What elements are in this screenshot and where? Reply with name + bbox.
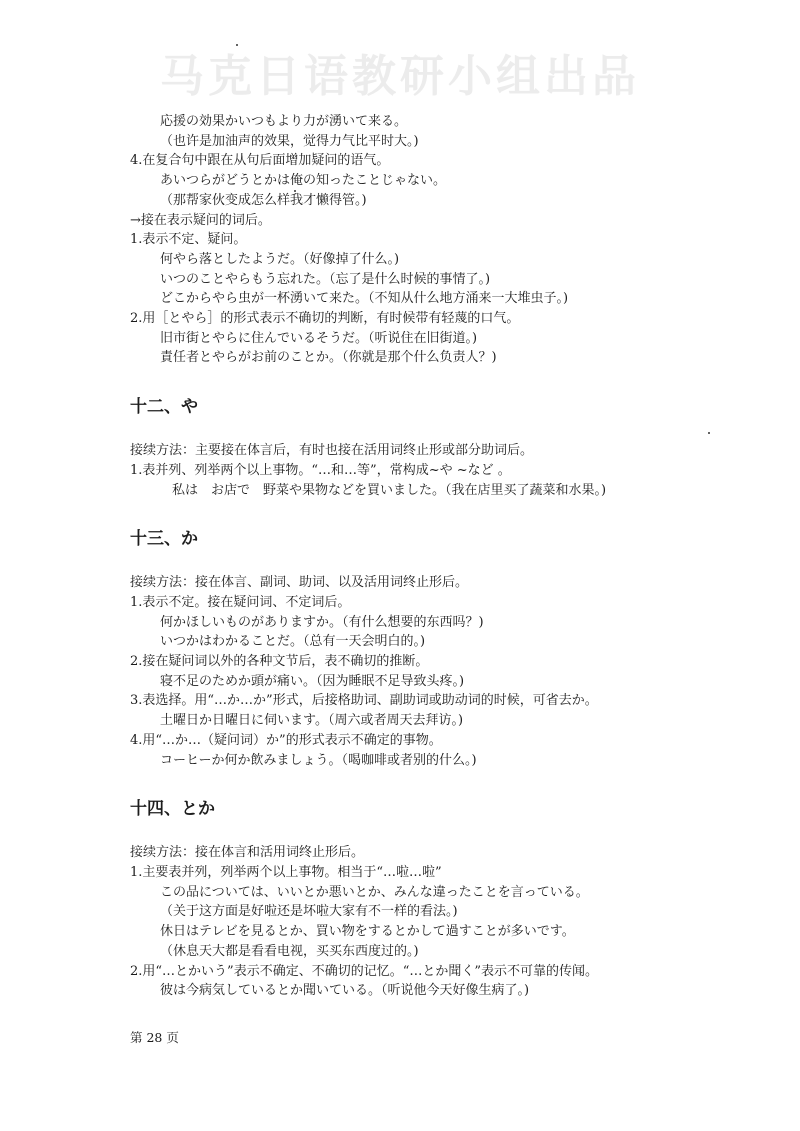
text-line: 1.主要表并列，列举两个以上事物。相当于“…啦…啦”	[130, 864, 442, 880]
text-line: コーヒーか何か飲みましょう。（喝咖啡或者别的什么。)	[160, 752, 477, 768]
text-line: 応援の効果かいつもより力が湧いて来る。	[160, 114, 408, 129]
text-line: 接续方法：主要接在体言后，有时也接在活用词终止形或部分助词后。	[130, 443, 534, 459]
text-line: 私は お店で 野菜や果物などを買いました。（我在店里买了蔬菜和水果。)	[172, 482, 607, 498]
text-line: 2.用［とやら］的形式表示不确切的判断，有时候带有轻蔑的口气。	[130, 311, 520, 327]
page-body	[130, 112, 770, 1001]
section-ya-body	[130, 441, 770, 500]
text-line: （休息天大都是看看电视，买买东西度过的。)	[160, 943, 419, 959]
text-line: 4.在复合句中跟在从句后面增加疑问的语气。	[130, 153, 390, 169]
text-line: 1.表并列、列举两个以上事物。“…和…等”，常构成~や ~など 。	[130, 462, 511, 478]
text-line: 接续方法：接在体言、副词、助词、以及活用词终止形后。	[130, 575, 469, 591]
section-ka-body	[130, 573, 770, 770]
text-line: 寝不足のためか頭が痛い。（因为睡眠不足导致头疼。)	[160, 673, 465, 689]
text-line: あいつらがどうとかは俺の知ったことじゃない。	[160, 173, 447, 189]
text-line: いつかはわかることだ。（总有一天会明白的。)	[160, 634, 426, 650]
page-number: 第 28 页	[130, 1030, 179, 1045]
text-line: 土曜日か日曜日に伺います。（周六或者周天去拜访。)	[160, 713, 464, 729]
text-line: 旧市街とやらに住んでいるそうだ。（听说住在旧街道。)	[160, 330, 478, 346]
text-line: 3.表选择。用“…か…か”形式，后接格助词、副助词或助动词的时候，可省去か。	[130, 693, 598, 709]
text-line: 何かほしいものがありますか。（有什么想要的东西吗？)	[160, 614, 484, 630]
text-line: いつのことやらもう忘れた。（忘了是什么时候的事情了。)	[160, 271, 491, 287]
text-line: （也许是加油声的效果，觉得力气比平时大。)	[160, 133, 419, 149]
text-line: 2.用“…とかいう”表示不确定、不确切的记忆。“…とか聞く”表示不可靠的传闻。	[130, 963, 598, 979]
text-line: この品については、いいとか悪いとか、みんな違ったことを言っている。	[160, 884, 589, 900]
scan-speck	[236, 44, 238, 46]
section-heading-ya: 十二、や	[130, 397, 198, 418]
text-line: 1.表示不定、疑问。	[130, 232, 247, 248]
text-line: 責任者とやらがお前のことか。（你就是那个什么负责人？)	[160, 350, 497, 366]
intro-lines	[130, 112, 770, 368]
section-heading-ka: 十三、か	[130, 529, 198, 550]
text-line: 4.用“…か…（疑问词）か”的形式表示不确定的事物。	[130, 732, 442, 748]
text-line: （那帮家伙变成怎么样我才懒得管。)	[160, 192, 367, 208]
text-line: 接续方法：接在体言和活用词终止形后。	[130, 845, 365, 861]
text-line: 彼は今病気しているとか聞いている。（听说他今天好像生病了。)	[160, 983, 530, 999]
watermark: 马克日语教研小组出品	[160, 51, 640, 102]
text-line: （关于这方面是好啦还是坏啦大家有不一样的看法。)	[160, 904, 458, 920]
text-line: →接在表示疑问的词后。	[130, 212, 271, 228]
text-line: 2.接在疑问词以外的各种文节后，表不确切的推断。	[130, 654, 429, 670]
section-toka-body	[130, 843, 770, 1001]
section-heading-toka: 十四、とか	[130, 799, 215, 820]
text-line: 1.表示不定。接在疑问词、不定词后。	[130, 594, 351, 610]
text-line: どこからやら虫が一杯湧いて来た。（不知从什么地方涌来一大堆虫子。)	[160, 291, 569, 307]
text-line: 休日はテレビを見るとか、買い物をするとかして過すことが多いです。	[160, 924, 575, 940]
text-line: 何やら落としたようだ。（好像掉了什么。)	[160, 251, 400, 267]
